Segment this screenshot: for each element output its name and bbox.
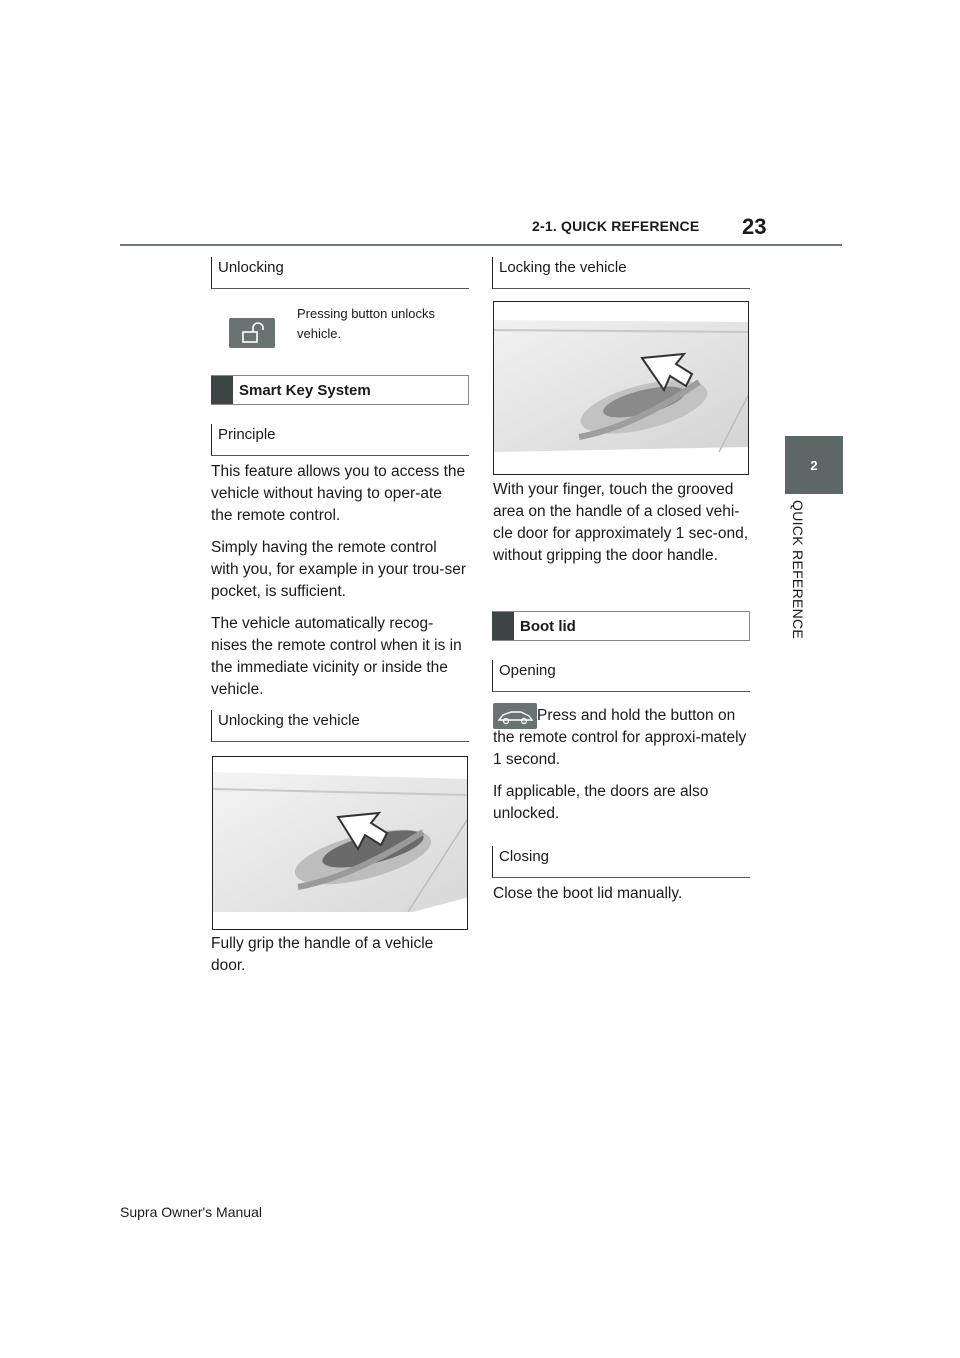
principle-paragraph: This feature allows you to access the vehicle without having to oper-ate the remote control. [211, 463, 466, 524]
unlock-icon [229, 318, 275, 348]
section-boot-lid: Boot lid [492, 611, 750, 641]
principle-heading: Principle [211, 424, 469, 456]
door-handle-grip-illustration [212, 756, 468, 930]
unlocking-heading: Unlocking [211, 257, 469, 289]
footer-manual-title: Supra Owner's Manual [120, 1204, 262, 1220]
section-smart-key-system: Smart Key System [211, 375, 469, 405]
principle-text [211, 461, 467, 711]
chapter-tab-label: QUICK REFERENCE [790, 500, 806, 640]
locking-caption: With your finger, touch the grooved area on the handle of a closed vehi-cle door for approximately 1 sec-ond, without gripping the door handle. [493, 481, 749, 564]
opening-heading: Opening [492, 660, 750, 692]
door-handle-touch-illustration [493, 301, 749, 475]
running-header-section: 2-1. QUICK REFERENCE [532, 218, 700, 234]
unlocking-vehicle-heading: Unlocking the vehicle [211, 710, 469, 742]
header-divider [120, 244, 842, 246]
closing-heading: Closing [492, 846, 750, 878]
chapter-tab: 2 [785, 436, 843, 494]
opening-text: Press and hold the button on the remote control for approxi-mately 1 second. If applicable, the doors are also unlocked. [493, 707, 747, 822]
unlocking-vehicle-caption: Fully grip the handle of a vehicle door. [211, 935, 434, 974]
closing-text: Close the boot lid manually. [493, 885, 683, 902]
principle-paragraph: Simply having the remote control with you, for example in your trou-ser pocket, is sufficient. [211, 539, 466, 600]
locking-heading: Locking the vehicle [492, 257, 750, 289]
principle-paragraph: The vehicle automatically recog-nises the remote control when it is in the immediate vicinity or inside the vehicle. [211, 615, 462, 698]
unlock-button-description: Pressing button unlocks vehicle. [297, 306, 436, 341]
page-number: 23 [742, 214, 767, 239]
